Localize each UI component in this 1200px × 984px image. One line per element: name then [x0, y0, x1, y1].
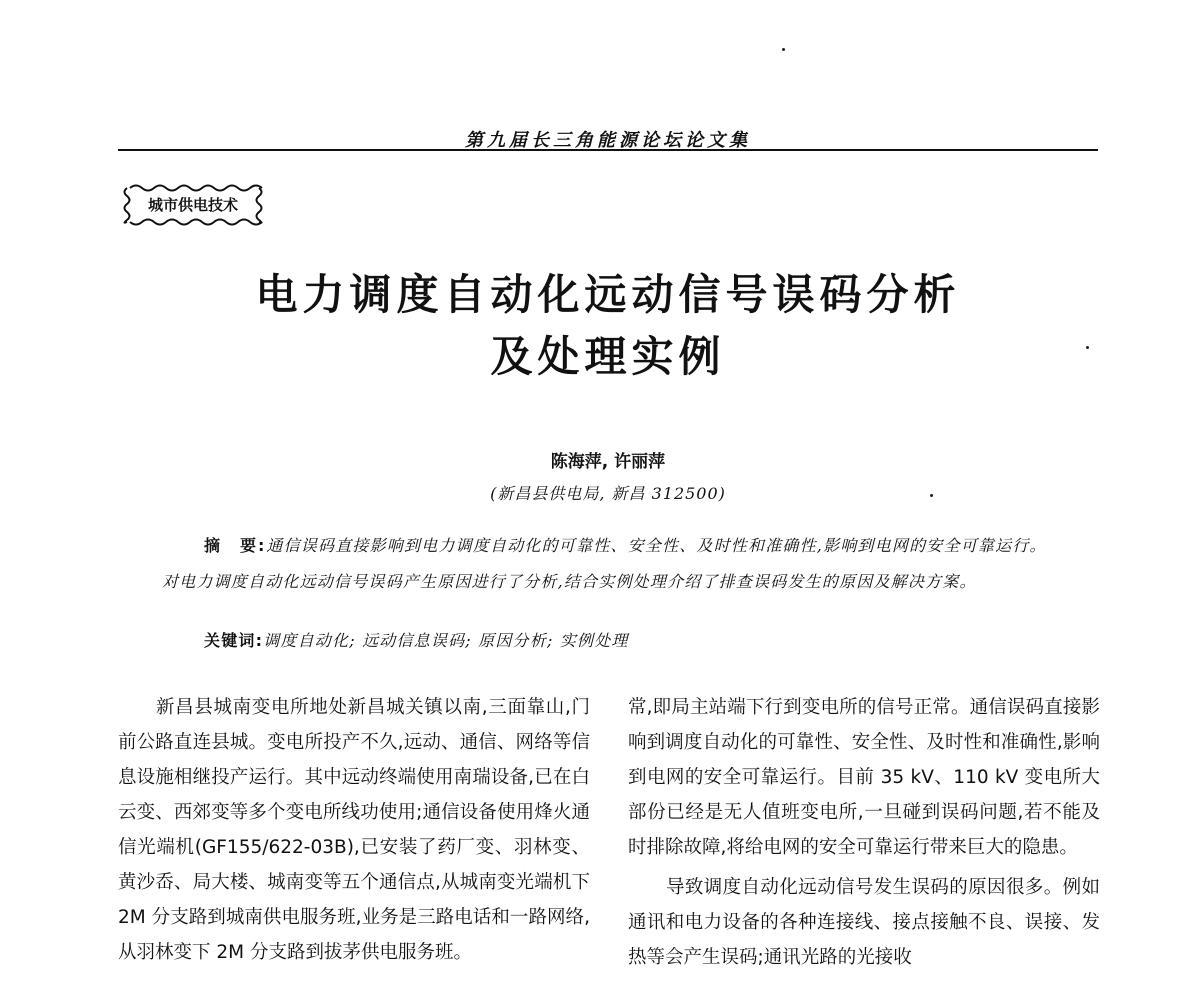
- abstract: [162, 528, 1058, 600]
- abstract-label: 摘 要:: [204, 536, 267, 555]
- abstract-text: 通信误码直接影响到电力调度自动化的可靠性、安全性、及时性和准确性,影响到电网的安全可靠运行。对电力调度自动化远动信号误码产生原因进行了分析,结合实例处理介绍了排查误码发生的原因及解决方案。: [162, 536, 1047, 591]
- article-title-line-2: 及处理实例: [490, 332, 726, 381]
- column-tag: [120, 180, 266, 230]
- keywords: [162, 626, 1058, 656]
- article-title-line-1: 电力调度自动化远动信号误码分析: [255, 270, 961, 319]
- affiliation: (新昌县供电局, 新昌 312500): [490, 484, 726, 503]
- body-paragraph: 常,即局主站端下行到变电所的信号正常。通信误码直接影响到调度自动化的可靠性、安全性、及时性和准确性,影响到电网的安全可靠运行。目前 35 kV、110 kV 变电所大部份已经是无人值班变电所,一旦碰到误码问题,若不能及时排除故障,将给电网的安全可靠运行带来巨大的隐患。: [628, 697, 1100, 858]
- body-paragraph: 导致调度自动化远动信号发生误码的原因很多。例如通讯和电力设备的各种连接线、接点接触不良、误接、发热等会产生误码;通讯光路的光接收: [628, 877, 1100, 968]
- scan-speck: [782, 48, 785, 51]
- scan-speck: [930, 494, 933, 497]
- body-paragraph: 新昌县城南变电所地处新昌城关镇以南,三面靠山,门前公路直连县城。变电所投产不久,远动、通信、网络等信息设施相继投产运行。其中远动终端使用南瑞设备,已在白云变、西郊变等多个变电所线功使用;通信设备使用烽火通信光端机(GF155/622-03B),已安装了药厂变、羽林变、黄沙岙、局大楼、城南变等五个通信点,从城南变光端机下 2M 分支路到城南供电服务班,业务是三路电话和一路网络,从羽林变下 2M 分支路到拔茅供电服务班。: [118, 697, 590, 963]
- keywords-label: 关键词:: [204, 631, 264, 650]
- scan-speck: [1086, 346, 1089, 349]
- keywords-text: 调度自动化; 远动信息误码; 原因分析; 实例处理: [263, 631, 629, 650]
- body-column-right: [628, 690, 1100, 975]
- running-header: 第九届长三角能源论坛论文集: [465, 130, 751, 151]
- header-rule: [118, 149, 1098, 151]
- body-column-left: [118, 690, 590, 970]
- column-tag-label: 城市供电技术: [147, 196, 238, 214]
- authors: 陈海萍, 许丽萍: [550, 452, 666, 472]
